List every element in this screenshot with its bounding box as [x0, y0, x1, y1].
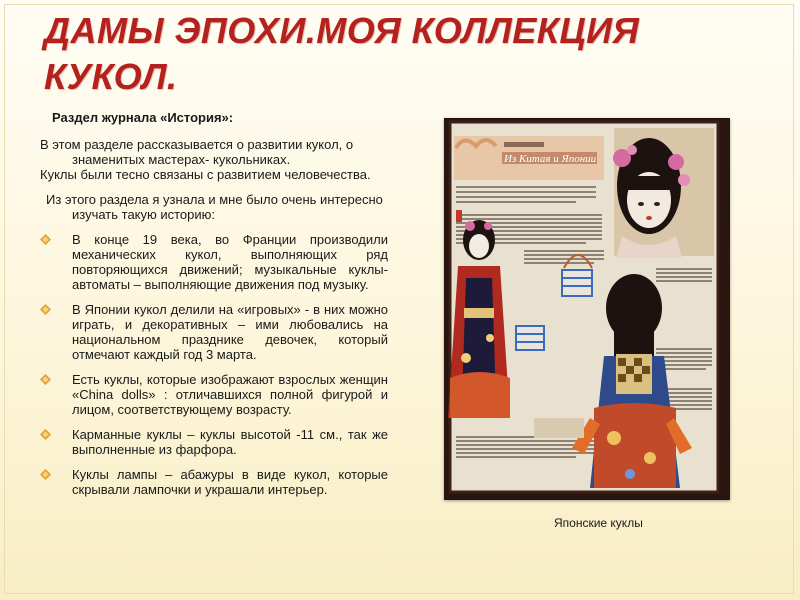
photo-caption: Японские куклы: [554, 516, 643, 530]
diamond-bullet-icon: [40, 304, 51, 315]
bullet-text: Есть куклы, которые изображают взрослых женщин «China dolls» : отличавшихся полной фигурой и лицом, соответствующему возрасту.: [72, 372, 388, 417]
bullet-text: Куклы лампы – абажуры в виде кукол, которые скрывали лампочки и украшали интерьер.: [72, 467, 388, 497]
bullet-list: [40, 232, 388, 497]
bullet-text: Карманные куклы – куклы высотой -11 см., так же выполненные из фарфора.: [72, 427, 388, 457]
diamond-bullet-icon: [40, 469, 51, 480]
bullet-item: [40, 372, 388, 417]
intro-paragraph-2: Куклы были тесно связаны с развитием человечества.: [40, 167, 371, 182]
section-heading: Раздел журнала «История»:: [52, 110, 234, 125]
slide-title: ДАМЫ ЭПОХИ.МОЯ КОЛЛЕКЦИЯ КУКОЛ.: [44, 10, 640, 97]
diamond-bullet-icon: [40, 429, 51, 440]
bullet-text: В Японии кукол делили на «игровых» - в них можно играть, и декоративных – ими любовались на национальном празднике девочек, который отмечают каждый год 3 марта.: [72, 302, 388, 362]
diamond-bullet-icon: [40, 234, 51, 245]
intro-paragraph-3: Из этого раздела я узнала и мне было очень интересно изучать такую историю:: [46, 192, 383, 222]
bullet-item: [40, 232, 388, 292]
text-column: [40, 110, 388, 507]
bullet-item: [40, 427, 388, 457]
bullet-item: [40, 302, 388, 362]
bullet-item: [40, 467, 388, 497]
bullet-text: В конце 19 века, во Франции производили механических кукол, выполняющих ряд повторяющихся движений; музыкальные куклы- автоматы – выполняющие движения под музыку.: [72, 232, 388, 292]
intro-paragraph: В этом разделе рассказывается о развитии кукол, о знаменитых мастерах- кукольниках.: [40, 137, 354, 167]
diamond-bullet-icon: [40, 374, 51, 385]
japanese-dolls-photo: [444, 118, 730, 500]
photo-headline: Из Китая и Японии: [504, 153, 597, 165]
